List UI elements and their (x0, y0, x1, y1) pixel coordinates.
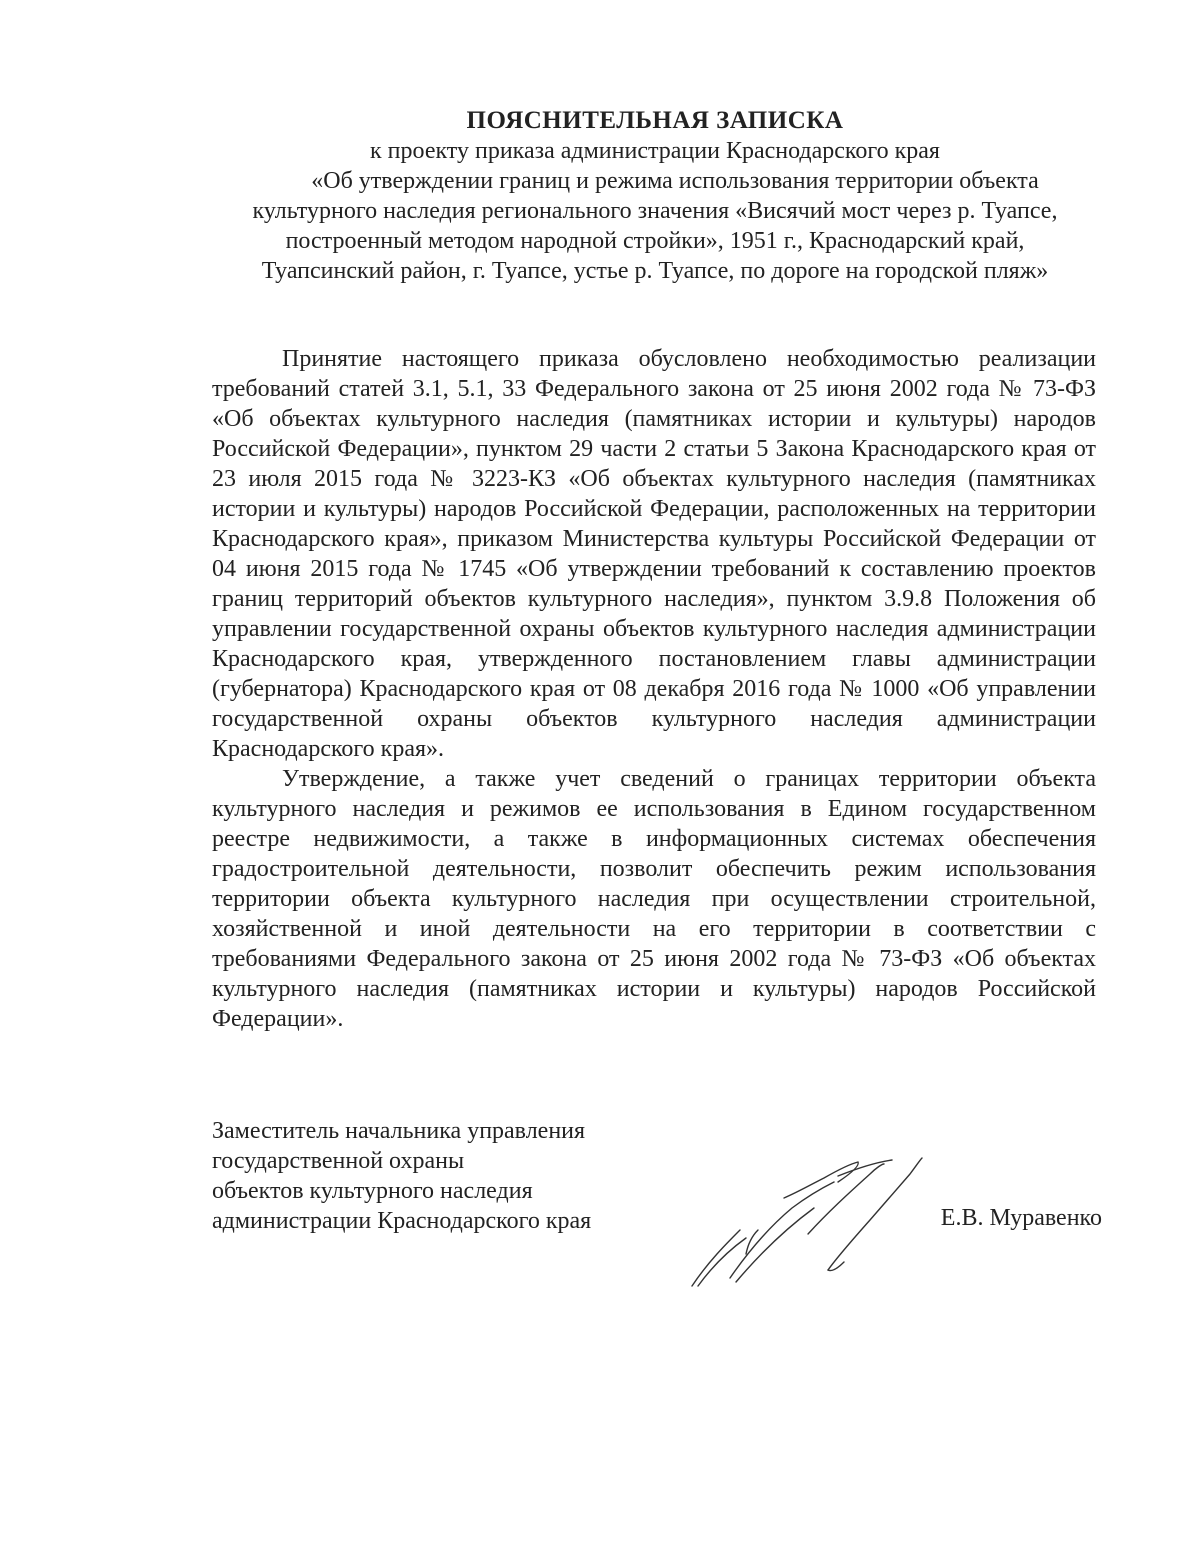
signer-position-line-1: Заместитель начальника управления (212, 1118, 586, 1144)
document-title: ПОЯСНИТЕЛЬНАЯ ЗАПИСКА (466, 107, 844, 134)
signer-position-line-3: объектов культурного наследия (212, 1178, 533, 1204)
subtitle-line-1: к проекту приказа администрации Краснодарского края (370, 138, 940, 164)
subtitle-line-3: культурного наследия регионального значения «Висячий мост через р. Туапсе, (252, 198, 1058, 224)
subtitle-line-2: «Об утверждении границ и режима использования территории объекта (311, 168, 1039, 194)
body-paragraph-1: Принятие настоящего приказа обусловлено необходимостью реализации требований статей 3.1, 5.1, 33 Федерального закона от 25 июня 2002 года № 73-ФЗ «Об объектах культурного наследия (памятниках истории и культуры) народов Российской Федерации», пунктом 29 части 2 статьи 5 Закона Краснодарского края от 23 июля 2015 года № 3223-КЗ «Об объектах культурного наследия (памятниках истории и культуры) народов Российской Федерации, расположенных на территории Краснодарского края», приказом Министерства культуры Российской Федерации от 04 июня 2015 года № 1745 «Об утверждении требований к составлению проектов границ территорий объектов культурного наследия», пунктом 3.9.8 Положения об управлении государственной охраны объектов культурного наследия администрации Краснодарского края, утвержденного постановлением главы администрации (губернатора) Краснодарского края от 08 декабря 2016 года № 1000 «Об управлении государственной охраны объектов культурного наследия администрации Краснодарского края». (212, 346, 1096, 762)
signer-position-line-2: государственной охраны (212, 1148, 465, 1174)
handwritten-signature (688, 1152, 938, 1292)
document-body (212, 344, 1096, 1034)
signer-position-line-4: администрации Краснодарского края (212, 1208, 592, 1234)
body-paragraph-2: Утверждение, а также учет сведений о границах территории объекта культурного наследия и режимов ее использования в Едином государственном реестре недвижимости, а также в информационных системах обеспечения градостроительной деятельности, позволит обеспечить режим использования территории объекта культурного наследия при осуществлении строительной, хозяйственной и иной деятельности на его территории в соответствии с требованиями Федерального закона от 25 июня 2002 года № 73-ФЗ «Об объектах культурного наследия (памятниках истории и культуры) народов Российской Федерации». (212, 766, 1096, 1032)
subtitle-line-4: построенный методом народной стройки», 1951 г., Краснодарский край, (285, 228, 1025, 254)
subtitle-line-5: Туапсинский район, г. Туапсе, устье р. Туапсе, по дороге на городской пляж» (261, 258, 1049, 284)
signer-name: Е.В. Муравенко (940, 1205, 1102, 1231)
signature-block (212, 1116, 1112, 1316)
document-header (150, 106, 1160, 286)
